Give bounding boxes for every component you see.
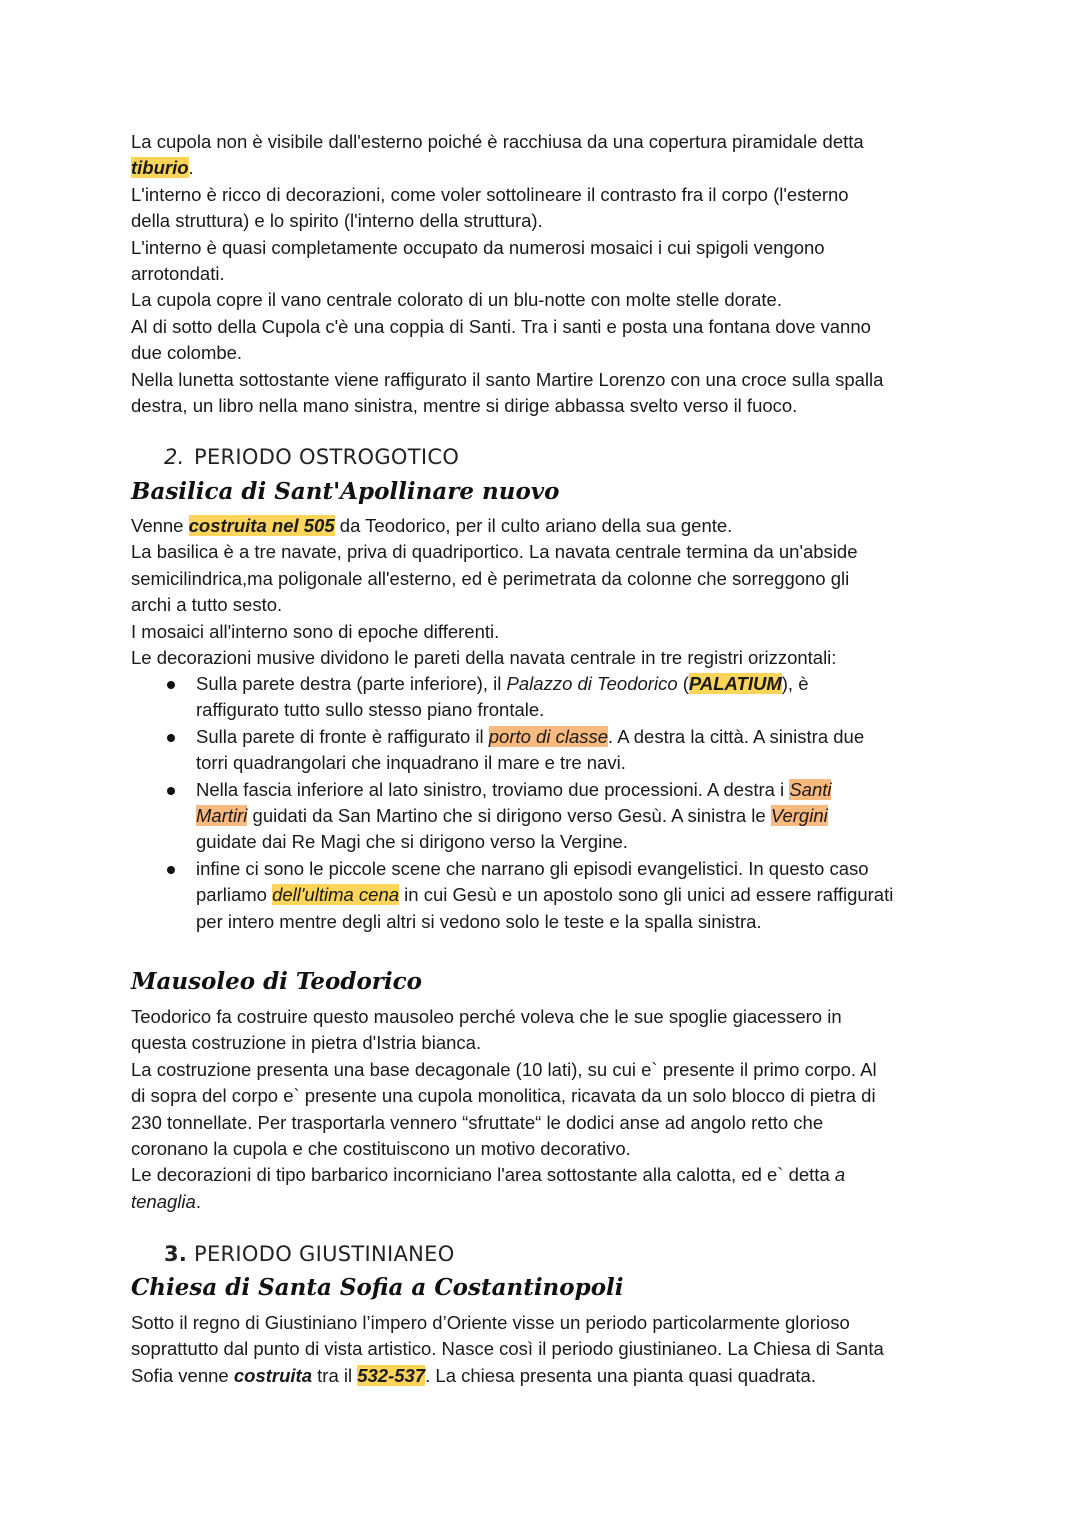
text-fragment: tenaglia xyxy=(131,1190,196,1212)
highlight-martiri: Martiri xyxy=(196,804,248,826)
list-item xyxy=(131,777,961,856)
intro-paragraph xyxy=(131,129,961,419)
bullet-list xyxy=(131,671,961,935)
highlight-tiburio: tiburio xyxy=(131,157,189,179)
text-line: Al di sotto della Cupola c'è una coppia di Santi. Tra i santi e posta una fontana dove vanno xyxy=(131,315,871,337)
text-fragment: a xyxy=(834,1164,846,1186)
text-line: coronano la cupola e che costituiscono un motivo decorativo. xyxy=(131,1137,631,1159)
list-item xyxy=(131,856,961,935)
text-fragment: Palazzo di Teodorico xyxy=(506,673,678,694)
text-fragment: Sofia venne xyxy=(131,1364,234,1386)
text-line: infine ci sono le piccole scene che narrano gli episodi evangelistici. In questo caso xyxy=(196,857,869,879)
highlight-532-537: 532-537 xyxy=(357,1364,426,1386)
mausoleo-paragraph xyxy=(131,1004,961,1215)
text-fragment: Sulla parete di fronte è raffigurato il xyxy=(196,725,489,747)
text-line: La cupola copre il vano centrale colorato di un blu-notte con molte stelle dorate. xyxy=(131,289,782,311)
highlight-palatium: PALATIUM xyxy=(688,673,782,694)
text-line: per intero mentre degli altri si vedono solo le teste e la spalla sinistra. xyxy=(196,910,762,932)
bullet-icon xyxy=(167,787,175,795)
text-line: La basilica è a tre navate, priva di quadriportico. La navata centrale termina da un'abside xyxy=(131,541,858,563)
section-heading-giustinianeo xyxy=(164,1240,455,1268)
text-line: Le decorazioni musive dividono le pareti della navata centrale in tre registri orizzontali: xyxy=(131,646,837,668)
highlight-santi: Santi xyxy=(789,778,832,800)
text-fragment: Le decorazioni di tipo barbarico incorniciano l'area sottostante alla calotta, ed e` detta xyxy=(131,1164,835,1186)
section-number: 2. xyxy=(164,445,185,469)
highlight-vergini: Vergini xyxy=(770,804,828,826)
text-fragment: costruita xyxy=(233,1364,312,1386)
text-line: di sopra del corpo e` presente una cupola monolitica, ricavata da un solo blocco di pietra di xyxy=(131,1085,876,1107)
text-line: L'interno è quasi completamente occupato da numerosi mosaici i cui spigoli vengono xyxy=(131,236,825,258)
text-line xyxy=(131,1363,961,1389)
text-line: due colombe. xyxy=(131,342,243,364)
text-line xyxy=(196,671,961,697)
text-line: Nella lunetta sottostante viene raffigurato il santo Martire Lorenzo con una croce sulla spalla xyxy=(131,368,884,390)
list-item xyxy=(131,724,961,777)
text-fragment: Sulla parete destra (parte inferiore), il xyxy=(196,673,507,694)
bullet-icon xyxy=(167,866,175,874)
section-heading-text: PERIODO OSTROGOTICO xyxy=(194,445,460,469)
text-line xyxy=(196,882,961,908)
section-heading-text: PERIODO GIUSTINIANEO xyxy=(194,1242,455,1266)
text-line xyxy=(131,513,961,539)
section-number: 3. xyxy=(164,1242,188,1266)
santa-sofia-paragraph xyxy=(131,1310,961,1389)
text-line: La cupola non è visibile dall'esterno poiché è racchiusa da una copertura piramidale detta xyxy=(131,131,864,152)
title-mausoleo: Mausoleo di Teodorico xyxy=(131,968,422,995)
section-heading-ostrogotico xyxy=(164,443,459,471)
text-line: Sotto il regno di Giustiniano l’impero d’Oriente visse un periodo particolarmente glorioso xyxy=(131,1312,850,1333)
text-fragment: ( xyxy=(677,673,689,694)
highlight-costruita-505: costruita nel 505 xyxy=(188,515,335,536)
text-fragment: Venne xyxy=(131,515,189,536)
text-line: della struttura) e lo spirito (l'interno della struttura). xyxy=(131,210,543,232)
text-line: semicilindrica,ma poligonale all'esterno, ed è perimetrata da colonne che sorreggono gli xyxy=(131,567,850,589)
highlight-ultima-cena: dell'ultima cena xyxy=(272,884,400,906)
bullet-icon xyxy=(167,734,175,742)
text-fragment: . La chiesa presenta una pianta quasi quadrata. xyxy=(425,1364,816,1386)
list-item xyxy=(131,671,961,724)
text-line: guidate dai Re Magi che si dirigono verso la Vergine. xyxy=(196,831,628,853)
text-fragment: da Teodorico, per il culto ariano della sua gente. xyxy=(334,515,733,536)
text-line: destra, un libro nella mano sinistra, mentre si dirige abbassa svelto verso il fuoco. xyxy=(131,394,798,416)
title-santa-sofia: Chiesa di Santa Sofia a Costantinopoli xyxy=(131,1274,624,1301)
text-fragment: Nella fascia inferiore al lato sinistro, troviamo due processioni. A destra i xyxy=(196,778,790,800)
text-fragment: ), è xyxy=(781,673,809,694)
text-line xyxy=(196,777,961,803)
text-line xyxy=(131,155,961,181)
text-line xyxy=(196,803,961,829)
text-line: La costruzione presenta una base decagonale (10 lati), su cui e` presente il primo corpo. Al xyxy=(131,1058,877,1080)
text-fragment: parliamo xyxy=(196,884,273,906)
text-line: I mosaici all'interno sono di epoche differenti. xyxy=(131,620,500,642)
text-line xyxy=(196,724,961,750)
basilica-paragraph xyxy=(131,513,961,671)
text-fragment: in cui Gesù e un apostolo sono gli unici ad essere raffigurati xyxy=(399,884,894,906)
text-fragment: guidati da San Martino che si dirigono verso Gesù. A sinistra le xyxy=(247,804,771,826)
text-fragment: . xyxy=(195,1190,201,1212)
text-line: torri quadrangolari che inquadrano il mare e tre navi. xyxy=(196,752,626,774)
text-fragment: tra il xyxy=(312,1364,358,1386)
text-line: Teodorico fa costruire questo mausoleo perché voleva che le sue spoglie giacessero in xyxy=(131,1006,842,1027)
text-fragment: . xyxy=(188,157,194,179)
title-basilica: Basilica di Sant'Apollinare nuovo xyxy=(131,478,560,505)
text-line: raffigurato tutto sullo stesso piano frontale. xyxy=(196,699,545,721)
text-line xyxy=(131,1189,961,1215)
text-line xyxy=(131,1162,961,1188)
text-line: 230 tonnellate. Per trasportarla vennero “sfruttate“ le dodici anse ad angolo retto che xyxy=(131,1111,824,1133)
text-line: questa costruzione in pietra d'Istria bianca. xyxy=(131,1032,482,1054)
highlight-porto-di-classe: porto di classe xyxy=(488,725,609,747)
text-fragment: . A destra la città. A sinistra due xyxy=(608,725,865,747)
text-line: archi a tutto sesto. xyxy=(131,594,283,616)
text-line: soprattutto dal punto di vista artistico. Nasce così il periodo giustinianeo. La Chiesa di Santa xyxy=(131,1338,884,1360)
text-line: L'interno è ricco di decorazioni, come voler sottolineare il contrasto fra il corpo (l'esterno xyxy=(131,183,849,205)
bullet-icon xyxy=(167,681,175,689)
text-line: arrotondati. xyxy=(131,262,225,284)
